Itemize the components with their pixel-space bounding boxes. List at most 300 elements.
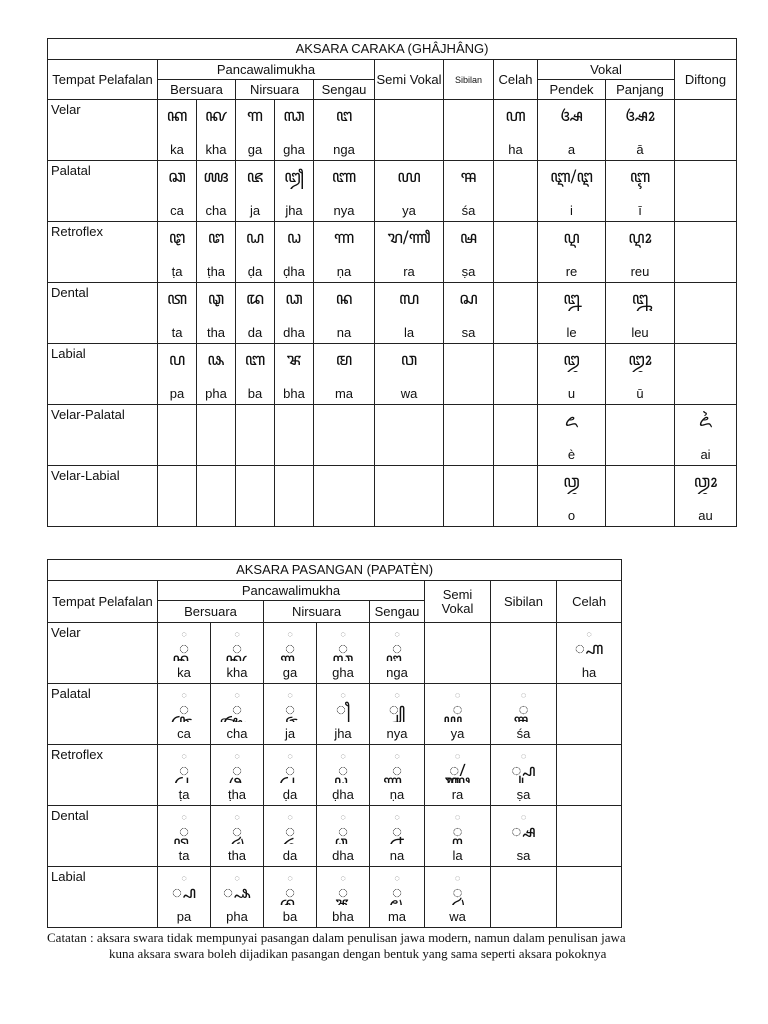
latin-label: gha [332, 665, 354, 680]
aksara-cell [606, 405, 675, 466]
aksara-glyph [494, 228, 537, 250]
aksara-cell [314, 344, 375, 405]
aksara-glyph: ꧀ꦲ [574, 639, 604, 659]
aksara-cell [494, 161, 538, 222]
aksara-cell [444, 161, 494, 222]
aksara-cell [557, 867, 622, 928]
aksara-glyph: ꦭ [398, 289, 420, 309]
latin-label: è [567, 447, 576, 462]
aksara-glyph [675, 167, 736, 189]
header-celah: Celah [557, 581, 622, 623]
aksara-cell [275, 344, 314, 405]
header-bersuara: Bersuara [158, 601, 264, 623]
latin-label: ṭha [206, 264, 226, 279]
latin-label: bha [283, 386, 305, 401]
aksara-glyph: ꦇ [629, 167, 651, 187]
aksara-cell [314, 405, 375, 466]
aksara-cell [211, 745, 264, 806]
latin-label: a [567, 142, 576, 157]
aksara-cell [425, 745, 491, 806]
pasangan-base-mark-icon: ◌ [520, 812, 527, 822]
aksara-glyph: ꧀ꦚ [388, 700, 406, 720]
latin-label: ja [249, 203, 261, 218]
aksara-glyph: ꦝ [245, 228, 265, 248]
aksara-glyph: ꦟ [333, 228, 355, 248]
aksara-glyph: ꦫ/ꦬ [387, 228, 431, 248]
aksara-glyph [494, 472, 537, 494]
pasangan-base-mark-icon: ◌ [340, 751, 346, 761]
aksara-caraka-table [47, 38, 737, 527]
aksara-cell [606, 222, 675, 283]
latin-label: i [570, 203, 573, 218]
pasangan-base-mark-icon: ◌ [454, 751, 461, 761]
aksara-glyph: ꧀ꦔ [391, 639, 403, 659]
aksara-cell [538, 405, 606, 466]
pasangan-base-mark-icon: ◌ [394, 873, 400, 883]
aksara-cell [538, 344, 606, 405]
aksara-cell [158, 745, 211, 806]
footnote-line-2: kuna aksara swara boleh dijadikan pasangan dengan bentuk yang sama seperti aksara pokoknya [109, 946, 607, 961]
latin-label: ai [700, 447, 711, 462]
aksara-glyph: ꦠ [166, 289, 188, 309]
aksara-cell [538, 466, 606, 527]
aksara-glyph: ꦡ [207, 289, 225, 309]
aksara-cell [444, 222, 494, 283]
aksara-cell [491, 867, 557, 928]
latin-label: gha [283, 142, 305, 157]
aksara-cell [444, 405, 494, 466]
header-tempat-pelafalan: Tempat Pelafalan [48, 60, 158, 100]
header-pancawalimukha: Pancawalimukha [158, 581, 425, 601]
pasangan-base-mark-icon: ◌ [394, 629, 400, 639]
header-vokal: Vokal [538, 60, 675, 80]
aksara-cell [158, 806, 211, 867]
aksara-glyph [275, 472, 313, 494]
place-label: Labial [48, 867, 158, 928]
latin-label: ḍa [282, 787, 298, 802]
place-label: Velar [48, 100, 158, 161]
aksara-glyph: ꧀ꦩ [391, 883, 403, 903]
aksara-glyph: ꧀ꦧ [284, 883, 296, 903]
latin-label: pa [169, 386, 185, 401]
latin-label: ya [450, 726, 465, 741]
aksara-glyph [197, 472, 235, 494]
latin-label: ca [170, 203, 184, 218]
aksara-glyph: ꦆ/ꦅ [550, 167, 593, 187]
aksara-glyph [158, 472, 196, 494]
latin-label: nga [386, 665, 408, 680]
aksara-glyph: ꦊ [563, 289, 580, 309]
aksara-glyph: ꦥ [168, 350, 186, 370]
aksara-cell [158, 222, 197, 283]
aksara-cell [444, 283, 494, 344]
place-label: Velar-Labial [48, 466, 158, 527]
pasangan-base-mark-icon: ◌ [340, 812, 346, 822]
aksara-cell [494, 283, 538, 344]
aksara-cell [494, 222, 538, 283]
aksara-cell [370, 806, 425, 867]
pasangan-base-mark-icon: ◌ [287, 751, 293, 761]
place-label: Retroflex [48, 222, 158, 283]
aksara-cell [675, 161, 737, 222]
latin-label: nya [333, 203, 355, 218]
place-label: Palatal [48, 684, 158, 745]
aksara-cell [264, 867, 317, 928]
aksara-cell [317, 867, 370, 928]
pasangan-base-mark-icon: ◌ [394, 812, 400, 822]
aksara-cell [675, 344, 737, 405]
latin-label: ba [247, 386, 263, 401]
place-label: Dental [48, 806, 158, 867]
aksara-cell [236, 405, 275, 466]
aksara-glyph [491, 623, 556, 645]
aksara-glyph [606, 472, 674, 494]
place-label: Palatal [48, 161, 158, 222]
aksara-cell [606, 100, 675, 161]
header-sengau: Sengau [314, 80, 375, 100]
aksara-glyph: ꦄ [560, 106, 583, 126]
aksara-glyph: ꦩ [335, 350, 353, 370]
aksara-cell [425, 867, 491, 928]
aksara-glyph: ꧀ꦡ [231, 822, 243, 842]
aksara-glyph [557, 806, 621, 828]
aksara-cell [425, 623, 491, 684]
pasangan-base-mark-icon: ◌ [287, 873, 293, 883]
aksara-glyph: ꦌ [564, 411, 579, 431]
aksara-glyph: ꦢ [245, 289, 265, 309]
aksara-cell [158, 344, 197, 405]
latin-label: ba [282, 909, 298, 924]
aksara-glyph: ꧀ꦠ [178, 822, 190, 842]
aksara-glyph: ꧀ꦞ [337, 761, 349, 781]
aksara-glyph [494, 350, 537, 372]
aksara-cell [264, 806, 317, 867]
aksara-glyph: ꧀ꦭ [452, 822, 463, 842]
aksara-glyph: ꧀ꦟ [391, 761, 403, 781]
table-title: AKSARA PASANGAN (PAPATÈN) [48, 560, 622, 581]
aksara-glyph: ꦄꦴ [625, 106, 655, 126]
aksara-cell [557, 806, 622, 867]
latin-label: u [567, 386, 576, 401]
latin-label: ḍha [283, 264, 305, 279]
aksara-cell [236, 283, 275, 344]
pasangan-base-mark-icon: ◌ [234, 751, 240, 761]
aksara-glyph: ꦲ [505, 106, 526, 126]
aksara-cell [375, 100, 444, 161]
aksara-glyph: ꦈ [563, 350, 580, 370]
latin-label: au [698, 508, 713, 523]
latin-label: jha [334, 726, 352, 741]
latin-label: tha [206, 325, 226, 340]
aksara-cell [264, 684, 317, 745]
latin-label: kha [226, 665, 248, 680]
aksara-cell [606, 466, 675, 527]
aksara-cell [264, 623, 317, 684]
latin-label: tha [227, 848, 247, 863]
aksara-glyph [491, 867, 556, 889]
pasangan-base-mark-icon: ◌ [586, 629, 592, 639]
latin-label: ha [508, 142, 523, 157]
aksara-glyph: ꦤ [335, 289, 353, 309]
pasangan-base-mark-icon: ◌ [181, 812, 187, 822]
aksara-glyph [675, 289, 736, 311]
aksara-cell [444, 344, 494, 405]
pasangan-base-mark-icon: ◌ [234, 690, 240, 700]
footnote [47, 930, 747, 962]
aksara-cell [370, 745, 425, 806]
aksara-glyph [557, 867, 621, 889]
aksara-cell [491, 745, 557, 806]
aksara-glyph: ꦓ [283, 106, 305, 126]
latin-label: ī [638, 203, 642, 218]
aksara-cell [314, 222, 375, 283]
aksara-cell [538, 161, 606, 222]
header-sibilan: Sibilan [491, 581, 557, 623]
pasangan-base-mark-icon: ◌ [454, 812, 461, 822]
aksara-cell [538, 100, 606, 161]
aksara-glyph: ꦉꦴ [628, 228, 652, 248]
aksara-cell [375, 344, 444, 405]
aksara-cell [197, 100, 236, 161]
header-sengau: Sengau [370, 601, 425, 623]
aksara-cell [211, 684, 264, 745]
aksara-glyph [444, 106, 493, 128]
aksara-cell [538, 283, 606, 344]
table-row [48, 806, 622, 867]
place-label: Velar [48, 623, 158, 684]
aksara-cell [236, 222, 275, 283]
aksara-glyph: ꧀ꦪ [452, 700, 463, 720]
aksara-glyph: ꧀ꦛ [178, 761, 190, 781]
aksara-cell [375, 283, 444, 344]
place-label: Labial [48, 344, 158, 405]
pasangan-base-mark-icon: ◌ [340, 690, 346, 700]
aksara-cell [236, 100, 275, 161]
latin-label: wa [449, 909, 466, 924]
aksara-glyph: ꦣ [285, 289, 303, 309]
latin-label: o [567, 508, 576, 523]
pasangan-base-mark-icon: ◌ [234, 629, 240, 639]
aksara-cell [675, 283, 737, 344]
latin-label: pa [176, 909, 192, 924]
aksara-glyph: ꦎꦴ [693, 472, 718, 492]
aksara-glyph [197, 411, 235, 433]
latin-label: pha [226, 909, 248, 924]
pasangan-base-mark-icon: ◌ [394, 751, 400, 761]
header-nirsuara: Nirsuara [236, 80, 314, 100]
aksara-glyph: ꦑ [205, 106, 227, 126]
aksara-cell [494, 344, 538, 405]
latin-label: ra [451, 787, 464, 802]
latin-label: śa [516, 726, 531, 741]
aksara-glyph: ꧀ꦕ [178, 700, 190, 720]
aksara-cell [197, 161, 236, 222]
aksara-glyph [494, 411, 537, 433]
aksara-glyph: ꦰ [459, 228, 478, 248]
latin-label: wa [400, 386, 418, 401]
aksara-cell [675, 466, 737, 527]
aksara-cell [158, 466, 197, 527]
aksara-cell [158, 867, 211, 928]
aksara-cell [606, 344, 675, 405]
aksara-glyph: ꧀ꦖ [231, 700, 243, 720]
header-tempat-pelafalan: Tempat Pelafalan [48, 581, 158, 623]
latin-label: ma [387, 909, 407, 924]
aksara-cell [236, 466, 275, 527]
aksara-cell [425, 684, 491, 745]
header-bersuara: Bersuara [158, 80, 236, 100]
aksara-glyph [314, 411, 374, 433]
aksara-cell [375, 466, 444, 527]
aksara-glyph: ꧀ꦰ [511, 761, 536, 781]
aksara-cell [197, 405, 236, 466]
aksara-glyph: ꦋ [631, 289, 649, 309]
pasangan-base-mark-icon: ◌ [287, 690, 293, 700]
latin-label: bha [332, 909, 354, 924]
latin-label: ā [636, 142, 644, 157]
aksara-glyph: ꧀ꦗ [284, 700, 296, 720]
aksara-glyph: ꦙ [284, 167, 304, 187]
footnote-line-1: Catatan : aksara swara tidak mempunyai pasangan dalam penulisan jawa modern, namun dalam penulisan jawa [47, 930, 626, 945]
pasangan-base-mark-icon: ◌ [181, 629, 187, 639]
header-sibilan: Sibilan [444, 60, 494, 100]
aksara-cell [425, 806, 491, 867]
aksara-cell [370, 623, 425, 684]
table-row [48, 100, 737, 161]
aksara-cell [557, 684, 622, 745]
latin-label: na [336, 325, 352, 340]
aksara-glyph [375, 411, 443, 433]
latin-label: ca [177, 726, 191, 741]
aksara-glyph: ꧀ꦢ [284, 822, 296, 842]
aksara-glyph: ꦖ [203, 167, 229, 187]
aksara-cell [370, 867, 425, 928]
aksara-glyph: ꦍ [698, 411, 713, 431]
header-nirsuara: Nirsuara [264, 601, 370, 623]
aksara-cell [675, 100, 737, 161]
aksara-glyph: ꧀ꦑ [231, 639, 243, 659]
aksara-cell [158, 405, 197, 466]
latin-label: ṭa [178, 787, 190, 802]
aksara-cell [375, 222, 444, 283]
latin-label: sa [461, 325, 476, 340]
aksara-cell [158, 161, 197, 222]
latin-label: da [247, 325, 263, 340]
latin-label: dha [332, 848, 354, 863]
aksara-cell [314, 100, 375, 161]
header-pendek: Pendek [538, 80, 606, 100]
latin-label: ta [178, 848, 190, 863]
pasangan-base-mark-icon: ◌ [454, 690, 461, 700]
aksara-cell [370, 684, 425, 745]
latin-label: re [565, 264, 578, 279]
aksara-cell [317, 745, 370, 806]
latin-label: ha [581, 665, 597, 680]
latin-label: nya [386, 726, 408, 741]
aksara-glyph [444, 411, 493, 433]
header-semi-vokal: Semi Vokal [425, 581, 491, 623]
aksara-cell [158, 100, 197, 161]
pasangan-base-mark-icon: ◌ [454, 873, 461, 883]
aksara-cell [314, 161, 375, 222]
aksara-glyph: ꦧ [244, 350, 266, 370]
latin-label: ya [402, 203, 416, 218]
latin-label: ma [334, 386, 354, 401]
latin-label: pha [205, 386, 227, 401]
aksara-glyph: ꧀ꦒ [284, 639, 296, 659]
aksara-cell [236, 344, 275, 405]
aksara-glyph [236, 411, 274, 433]
aksara-glyph [158, 411, 196, 433]
header-panjang: Panjang [606, 80, 675, 100]
table-row [48, 283, 737, 344]
aksara-glyph [444, 350, 493, 372]
pasangan-base-mark-icon: ◌ [520, 690, 527, 700]
aksara-cell [197, 283, 236, 344]
pasangan-base-mark-icon: ◌ [181, 690, 187, 700]
latin-label: ṣa [461, 264, 476, 279]
aksara-glyph: ꧀ꦓ [337, 639, 349, 659]
aksara-cell [491, 684, 557, 745]
aksara-cell [264, 745, 317, 806]
aksara-glyph: ꦈꦴ [628, 350, 652, 370]
aksara-glyph: ꦜ [207, 228, 225, 248]
aksara-glyph: ꦔ [335, 106, 353, 126]
aksara-glyph [557, 745, 621, 767]
table-row [48, 867, 622, 928]
latin-label: ra [403, 264, 415, 279]
aksara-glyph: ꧀ꦫ/꧀ꦬ [449, 761, 466, 781]
aksara-glyph: ꧀ꦥ [171, 883, 197, 903]
aksara-glyph: ꧀ꦜ [231, 761, 243, 781]
aksara-cell [491, 806, 557, 867]
aksara-glyph: ꦦ [207, 350, 225, 370]
aksara-cell [491, 623, 557, 684]
aksara-glyph [675, 228, 736, 250]
aksara-cell [444, 100, 494, 161]
aksara-glyph: ꦯ [460, 167, 477, 187]
table-row [48, 623, 622, 684]
table-row [48, 161, 737, 222]
latin-label: le [566, 325, 577, 340]
latin-label: kha [205, 142, 227, 157]
aksara-glyph: ꦪ [397, 167, 421, 187]
table-row [48, 466, 737, 527]
table-row [48, 745, 622, 806]
aksara-glyph: ꧀ꦨ [337, 883, 349, 903]
aksara-cell [197, 222, 236, 283]
latin-label: cha [226, 726, 248, 741]
aksara-cell [557, 623, 622, 684]
pasangan-base-mark-icon: ◌ [181, 751, 187, 761]
aksara-glyph: ꦗ [246, 167, 264, 187]
place-label: Velar-Palatal [48, 405, 158, 466]
pasangan-base-mark-icon: ◌ [234, 812, 240, 822]
aksara-glyph [275, 411, 313, 433]
aksara-cell [375, 161, 444, 222]
aksara-cell [606, 283, 675, 344]
aksara-cell [197, 344, 236, 405]
aksara-cell [275, 466, 314, 527]
aksara-glyph: ꦏ [166, 106, 188, 126]
aksara-glyph [375, 472, 443, 494]
aksara-cell [158, 283, 197, 344]
aksara-glyph: ꦮ [400, 350, 418, 370]
aksara-cell [275, 222, 314, 283]
aksara-glyph: ꦱ [459, 289, 478, 309]
latin-label: ga [247, 142, 263, 157]
aksara-glyph [606, 411, 674, 433]
